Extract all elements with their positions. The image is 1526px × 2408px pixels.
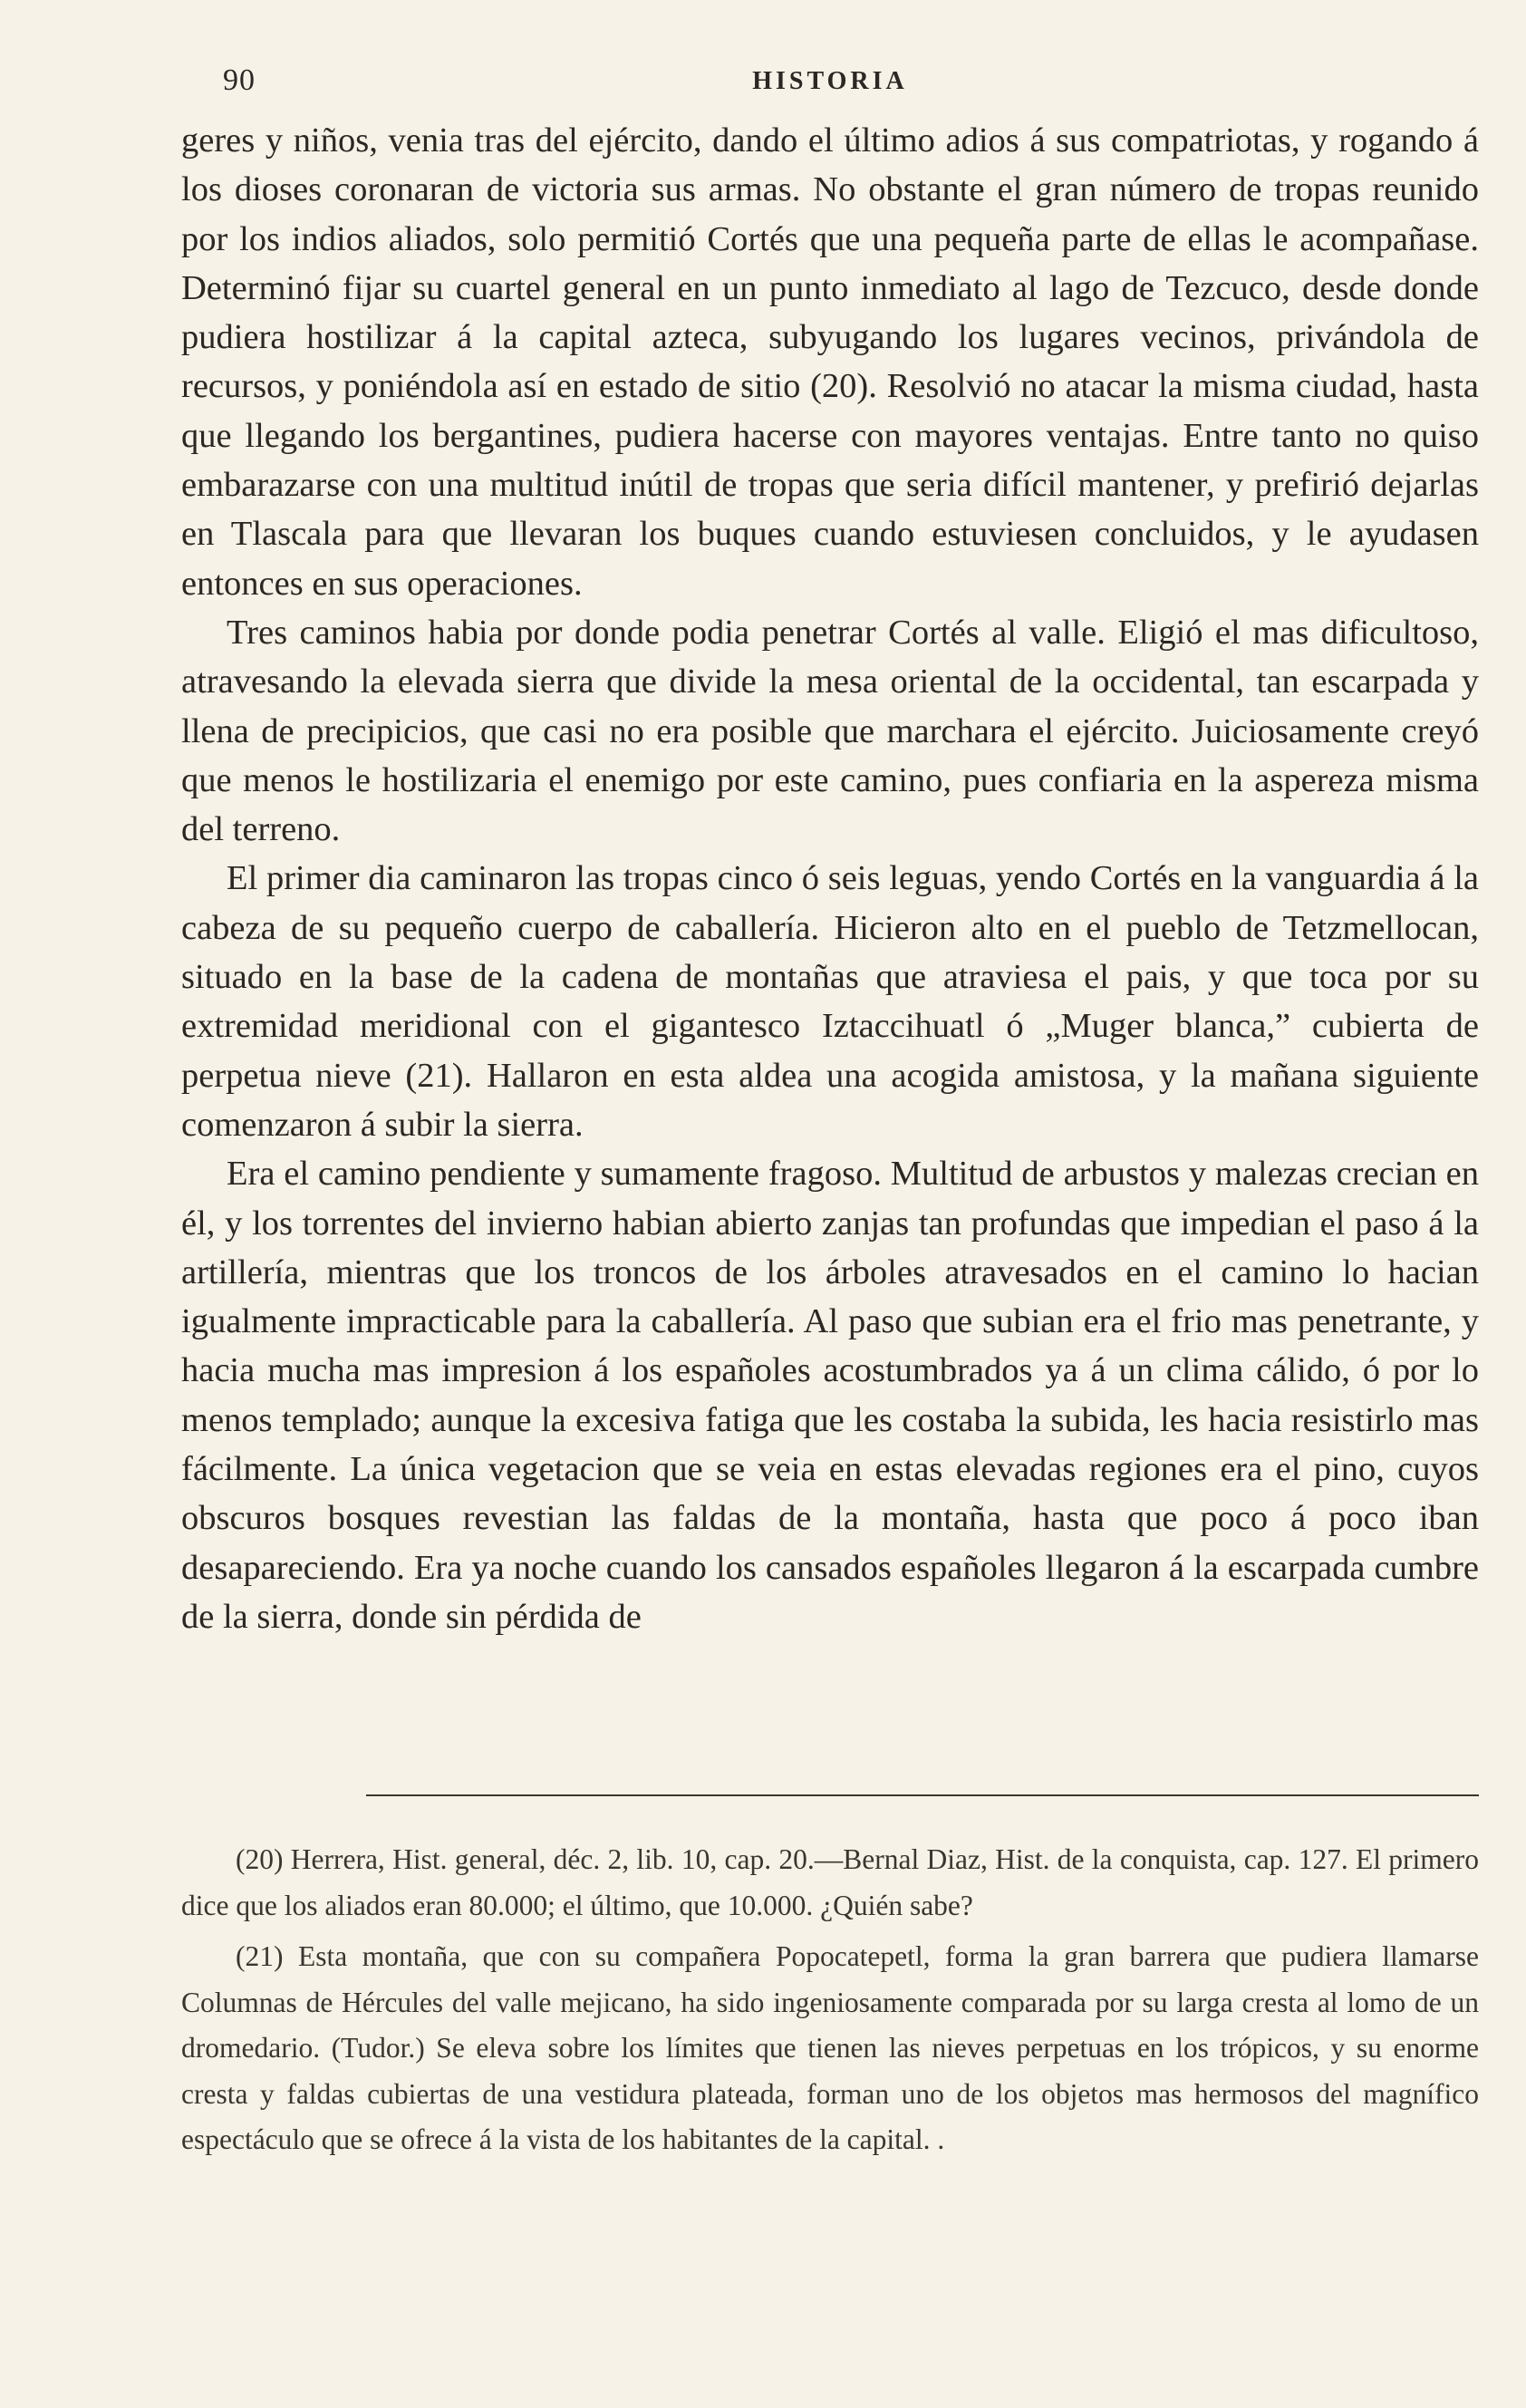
footnotes bbox=[181, 1837, 1479, 2163]
footnote-20: (20) Herrera, Hist. general, déc. 2, lib. 10, cap. 20.—Bernal Diaz, Hist. de la conquista, cap. 127. El primero dice que los aliados eran 80.000; el último, que 10.000. ¿Quién sabe? bbox=[181, 1843, 1479, 1921]
paragraph: Tres caminos habia por donde podia penetrar Cortés al valle. Eligió el mas dificultoso, atravesando la elevada sierra que divide la mesa oriental de la occidental, tan escarpada y llena de precipicios, que casi no era posible que marchara el ejército. Juiciosamente creyó que menos le hostilizaria el enemigo por este camino, pues confiaria en la aspereza misma del terreno. bbox=[181, 613, 1479, 849]
footnote-divider bbox=[366, 1794, 1479, 1796]
paragraph: El primer dia caminaron las tropas cinco ó seis leguas, yendo Cortés en la vanguardia á la cabeza de su pequeño cuerpo de caballería. Hicieron alto en el pueblo de Tetzmellocan, situado en la base de la cadena de montañas que atraviesa el pais, y que toca por su extremidad meridional con el gigantesco Iztaccihuatl ó „Muger blanca,” cubierta de perpetua nieve (21). Hallaron en esta aldea una acogida amistosa, y la mañana siguiente comenzaron á subir la sierra. bbox=[181, 859, 1479, 1144]
body-text bbox=[181, 116, 1479, 1641]
running-title: HISTORIA bbox=[752, 67, 908, 95]
paragraph: Era el camino pendiente y sumamente fragoso. Multitud de arbustos y malezas crecian en él, y los torrentes del invierno habian abierto zanjas tan profundas que impedian el paso á la artillería, mientras que los troncos de los árboles atravesados en el camino lo hacian igualmente impracticable para la caballería. Al paso que subian era el frio mas penetrante, y hacia mucha mas impresion á los españoles acostumbrados ya á un clima cálido, ó por lo menos templado; aunque la excesiva fatiga que les costaba la subida, les hacia resistirlo mas fácilmente. La única vegetacion que se veia en estas elevadas regiones era el pino, cuyos obscuros bosques revestian las faldas de la montaña, hasta que poco á poco iban desapareciendo. Era ya noche cuando los cansados españoles llegaron á la escarpada cumbre de la sierra, donde sin pérdida de bbox=[181, 1155, 1479, 1636]
footnote-21: (21) Esta montaña, que con su compañera Popocatepetl, forma la gran barrera que pudiera llamarse Columnas de Hércules del valle mejicano, ha sido ingeniosamente comparada por su larga cresta al lomo de un dromedario. (Tudor.) Se eleva sobre los límites que tienen las nieves perpetuas en los trópicos, y su enorme cresta y faldas cubiertas de una vestidura plateada, forman uno de los objetos mas hermosos del magnífico espectáculo que se ofrece á la vista de los habitantes de la capital. . bbox=[181, 1940, 1479, 2155]
page-number: 90 bbox=[223, 63, 256, 97]
page-header bbox=[181, 63, 1479, 107]
paragraph-continued: geres y niños, venia tras del ejército, dando el último adios á sus compatriotas, y rogando á los dioses coronaran de victoria sus armas. No obstante el gran número de tropas reunido por los indios aliados, solo permitió Cortés que una pequeña parte de ellas le acompañase. Determinó fijar su cuartel general en un punto inmediato al lago de Tezcuco, desde donde pudiera hostilizar á la capital azteca, subyugando los lugares vecinos, privándola de recursos, y poniéndola así en estado de sitio (20). Resolvió no atacar la misma ciudad, hasta que llegando los bergantines, pudiera hacerse con mayores ventajas. Entre tanto no quiso embarazarse con una multitud inútil de tropas que seria difícil mantener, y prefirió dejarlas en Tlascala para que llevaran los buques cuando estuviesen concluidos, y le ayudasen entonces en sus operaciones. bbox=[181, 121, 1479, 603]
